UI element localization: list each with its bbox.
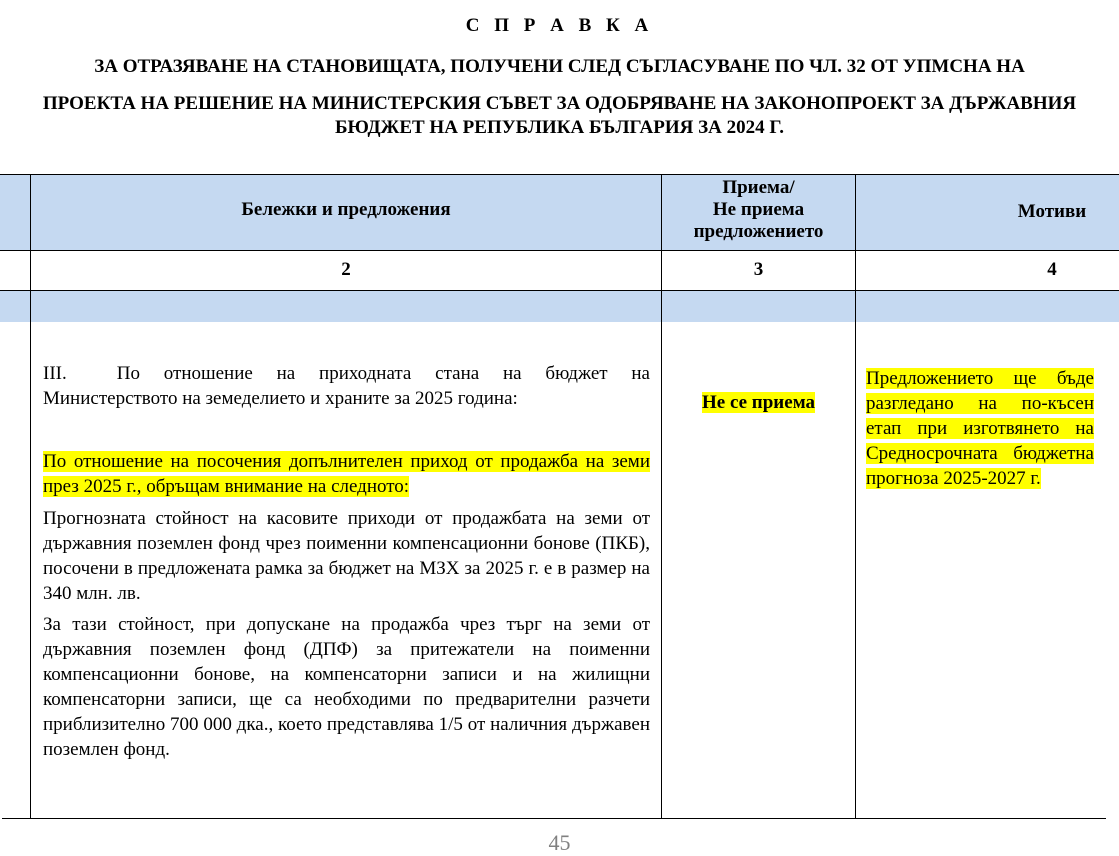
section-marker: III. xyxy=(43,363,67,384)
empty-band-row xyxy=(0,290,1119,322)
column-header-motives: Мотиви xyxy=(1017,201,1087,222)
table-bottom-border xyxy=(2,818,1106,819)
column-header-remarks: Бележки и предложения xyxy=(241,199,451,220)
header-bottom-border xyxy=(0,250,1119,251)
column-header-decision-line1: Приема/ xyxy=(722,177,795,198)
table-top-border xyxy=(0,174,1119,175)
remarks-paragraph-2: За тази стойност, при допускане на продажба чрез търг на земи от държавния поземлен фонд (ДПФ) за притежатели на поименни компенсационни бонове, на компенсаторни записи и на жилищни компенсаторни записи, ще са необходими по предварителни разчети приблизително 700 000 дка., което представлява 1/5 от наличния държавен поземлен фонд. xyxy=(43,614,650,760)
decision-value: Не се приема xyxy=(701,392,816,413)
column-header-decision-line3: предложението xyxy=(693,221,824,242)
document-title: С П Р А В К А xyxy=(465,15,654,36)
section-text: По отношение на приходната стана на бюджет на Министерството на земеделието и храните за 2025 година: xyxy=(43,363,650,409)
section-paragraph xyxy=(43,361,650,411)
highlighted-paragraph xyxy=(43,449,650,499)
motive-cell xyxy=(866,366,1094,491)
column-number-2: 2 xyxy=(341,259,351,280)
column-number-4: 4 xyxy=(1047,259,1057,280)
highlighted-text: По отношение на посочения допълнителен приход от продажба на земи през 2025 г., обръщам внимание на следното: xyxy=(43,451,650,497)
col-border-3 xyxy=(855,174,856,819)
motive-text: Предложението ще бъде разгледано на по-късен етап при изготвянето на Средносрочната бюджетна прогноза 2025-2027 г. xyxy=(866,368,1094,489)
page-number: 45 xyxy=(548,830,571,855)
column-header-decision-line2: Не приема xyxy=(712,199,805,220)
document-subtitle-line2: ПРОЕКТА НА РЕШЕНИЕ НА МИНИСТЕРСКИЯ СЪВЕТ ЗА ОДОБРЯВАНЕ НА ЗАКОНОПРОЕКТ ЗА ДЪРЖАВНИЯ БЮДЖЕТ НА РЕПУБЛИКА БЪЛГАРИЯ ЗА 2024 Г. xyxy=(42,93,1077,138)
column-header-decision xyxy=(662,177,855,243)
column-number-3: 3 xyxy=(753,259,764,280)
document-subtitle-line1: ЗА ОТРАЗЯВАНЕ НА СТАНОВИЩАТА, ПОЛУЧЕНИ СЛЕД СЪГЛАСУВАНЕ ПО ЧЛ. 32 ОТ УПМСНА НА xyxy=(94,56,1025,77)
number-row-bottom-border xyxy=(0,290,1119,291)
remarks-cell xyxy=(43,361,650,762)
remarks-paragraph-1: Прогнозната стойност на касовите приходи от продажбата на земи от държавния поземлен фонд чрез поименни компенсационни бонове (ПКБ), посочени в предложената рамка за бюджет на МЗХ за 2025 г. е в размер на 340 млн. лв. xyxy=(43,508,650,604)
decision-cell xyxy=(662,392,855,414)
